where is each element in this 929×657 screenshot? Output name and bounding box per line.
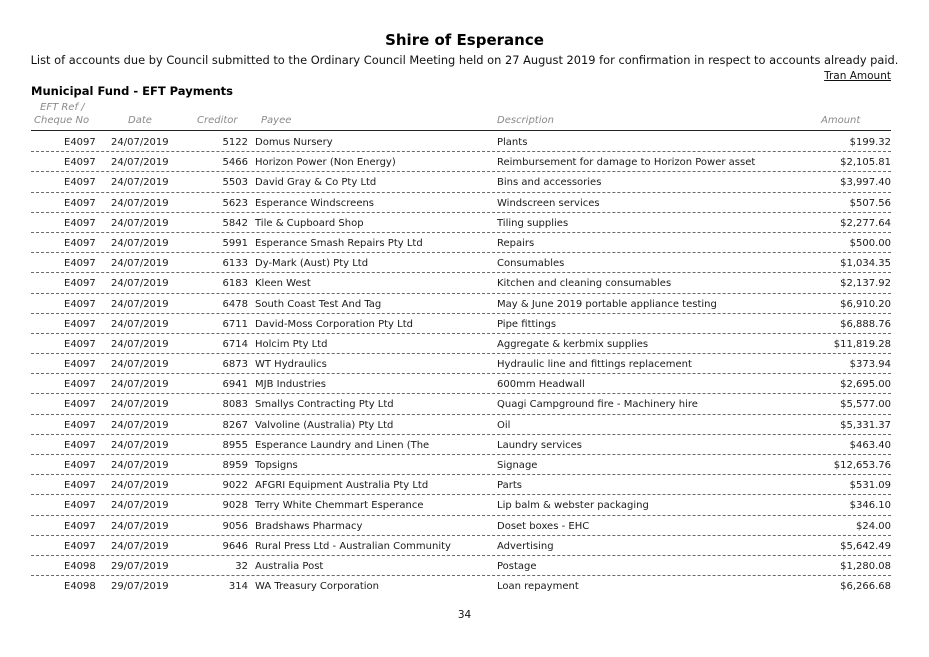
cell-amount: $5,642.49	[840, 540, 891, 552]
cell-amount: $12,653.76	[833, 460, 891, 471]
cell-amount: $2,137.92	[840, 278, 891, 290]
cell-eft-ref: E4097	[64, 460, 96, 471]
cell-creditor: 8267	[222, 419, 248, 431]
cell-eft-ref: E4097	[64, 177, 96, 189]
section-title: Municipal Fund - EFT Payments	[31, 84, 234, 98]
header-divider	[31, 130, 891, 131]
cell-creditor: 9028	[222, 500, 248, 512]
table-row	[0, 455, 929, 475]
cell-creditor: 6873	[222, 359, 248, 371]
table-row	[0, 132, 929, 152]
table-row	[0, 495, 929, 515]
tran-amount-label: Tran Amount	[824, 70, 891, 82]
table-row	[0, 294, 929, 314]
cell-eft-ref: E4097	[64, 379, 96, 391]
cell-date: 24/07/2019	[111, 399, 169, 411]
cell-payee: Domus Nursery	[255, 137, 333, 148]
cell-description: Bins and accessories	[497, 177, 602, 189]
cell-eft-ref: E4097	[64, 157, 96, 169]
header-date: Date	[128, 115, 152, 126]
cell-description: May & June 2019 portable appliance testing	[497, 298, 717, 310]
cell-amount: $1,034.35	[840, 258, 891, 270]
cell-creditor: 6133	[222, 258, 248, 270]
header-amount: Amount	[821, 115, 861, 126]
cell-description: Windscreen services	[497, 197, 600, 209]
cell-payee: Australia Post	[255, 560, 324, 572]
cell-description: 600mm Headwall	[497, 379, 585, 391]
cell-date: 24/07/2019	[111, 439, 169, 451]
cell-payee: Terry White Chemmart Esperance	[255, 500, 424, 512]
cell-amount: $463.40	[849, 439, 891, 451]
cell-amount: $11,819.28	[833, 338, 891, 350]
cell-date: 24/07/2019	[111, 157, 169, 169]
cell-creditor: 6711	[222, 318, 248, 330]
cell-eft-ref: E4097	[64, 258, 96, 270]
cell-description: Plants	[497, 137, 528, 148]
cell-eft-ref: E4097	[64, 338, 96, 350]
cell-amount: $6,888.76	[840, 318, 891, 330]
table-row	[0, 516, 929, 536]
cell-creditor: 8955	[222, 439, 248, 451]
cell-payee: Dy-Mark (Aust) Pty Ltd	[255, 258, 369, 270]
cell-payee: Holcim Pty Ltd	[255, 338, 328, 350]
cell-payee: WA Treasury Corporation	[255, 581, 379, 593]
cell-creditor: 5842	[222, 217, 248, 229]
cell-payee: AFGRI Equipment Australia Pty Ltd	[255, 480, 429, 492]
cell-date: 24/07/2019	[111, 237, 169, 249]
header-ref-line1: EFT Ref /	[40, 102, 85, 113]
cell-description: Laundry services	[497, 439, 582, 451]
cell-amount: $199.32	[849, 137, 891, 148]
cell-payee: Tile & Cupboard Shop	[255, 217, 364, 229]
cell-payee: David-Moss Corporation Pty Ltd	[255, 318, 413, 330]
cell-amount: $6,266.68	[840, 581, 891, 593]
cell-payee: Bradshaws Pharmacy	[255, 520, 363, 532]
cell-description: Oil	[497, 419, 511, 431]
cell-description: Hydraulic line and fittings replacement	[497, 359, 692, 371]
cell-description: Advertising	[497, 540, 554, 552]
header-ref-line2: Cheque No	[34, 115, 90, 126]
cell-creditor: 32	[235, 560, 248, 572]
cell-date: 24/07/2019	[111, 258, 169, 270]
cell-payee: MJB Industries	[255, 379, 326, 391]
cell-creditor: 5991	[222, 237, 248, 249]
cell-date: 24/07/2019	[111, 480, 169, 492]
cell-eft-ref: E4097	[64, 137, 96, 148]
cell-payee: Rural Press Ltd - Australian Community	[255, 540, 451, 552]
cell-creditor: 9056	[222, 520, 248, 532]
cell-creditor: 6183	[222, 278, 248, 290]
table-row	[0, 213, 929, 233]
table-row	[0, 273, 929, 293]
cell-date: 29/07/2019	[111, 560, 169, 572]
cell-creditor: 9022	[222, 480, 248, 492]
cell-date: 24/07/2019	[111, 318, 169, 330]
cell-description: Postage	[497, 560, 537, 572]
table-row	[0, 394, 929, 414]
cell-payee: David Gray & Co Pty Ltd	[255, 177, 377, 189]
cell-description: Kitchen and cleaning consumables	[497, 278, 672, 290]
header-description: Description	[497, 115, 554, 126]
cell-eft-ref: E4097	[64, 439, 96, 451]
cell-eft-ref: E4097	[64, 359, 96, 371]
cell-eft-ref: E4097	[64, 500, 96, 512]
cell-eft-ref: E4098	[64, 560, 96, 572]
cell-eft-ref: E4097	[64, 399, 96, 411]
cell-description: Reimbursement for damage to Horizon Power asset	[497, 157, 756, 169]
table-row	[0, 334, 929, 354]
table-row	[0, 253, 929, 273]
cell-creditor: 5623	[222, 197, 248, 209]
cell-creditor: 9646	[222, 540, 248, 552]
cell-date: 24/07/2019	[111, 359, 169, 371]
cell-date: 24/07/2019	[111, 520, 169, 532]
cell-description: Quagi Campground fire - Machinery hire	[497, 399, 698, 411]
cell-date: 29/07/2019	[111, 581, 169, 593]
cell-payee: WT Hydraulics	[255, 359, 327, 371]
table-row	[0, 576, 929, 596]
cell-date: 24/07/2019	[111, 298, 169, 310]
cell-amount: $24.00	[856, 520, 891, 532]
cell-amount: $5,331.37	[840, 419, 891, 431]
cell-eft-ref: E4097	[64, 298, 96, 310]
table-row	[0, 172, 929, 192]
cell-description: Repairs	[497, 237, 535, 249]
cell-date: 24/07/2019	[111, 278, 169, 290]
cell-payee: Esperance Smash Repairs Pty Ltd	[255, 237, 423, 249]
page-subtitle: List of accounts due by Council submitted to the Ordinary Council Meeting held on 27 August 2019 for confirmation in respect to accounts already paid.	[30, 53, 899, 67]
cell-amount: $2,277.64	[840, 217, 891, 229]
table-row	[0, 435, 929, 455]
cell-amount: $507.56	[849, 197, 891, 209]
cell-amount: $3,997.40	[840, 177, 891, 189]
payments-table-body	[0, 132, 929, 596]
cell-date: 24/07/2019	[111, 137, 169, 148]
table-row	[0, 193, 929, 213]
cell-description: Aggregate & kerbmix supplies	[497, 338, 649, 350]
cell-creditor: 8959	[222, 460, 248, 471]
cell-creditor: 5503	[222, 177, 248, 189]
cell-description: Signage	[497, 460, 538, 471]
cell-date: 24/07/2019	[111, 217, 169, 229]
cell-payee: Valvoline (Australia) Pty Ltd	[255, 419, 394, 431]
table-row	[0, 536, 929, 556]
cell-amount: $531.09	[849, 480, 891, 492]
cell-date: 24/07/2019	[111, 177, 169, 189]
cell-payee: Horizon Power (Non Energy)	[255, 157, 396, 169]
page-number: 34	[457, 609, 472, 621]
cell-payee: Esperance Laundry and Linen (The	[255, 439, 430, 451]
table-row	[0, 556, 929, 576]
cell-eft-ref: E4097	[64, 197, 96, 209]
table-row	[0, 233, 929, 253]
cell-eft-ref: E4097	[64, 480, 96, 492]
cell-amount: $2,105.81	[840, 157, 891, 169]
cell-description: Loan repayment	[497, 581, 579, 593]
cell-creditor: 5122	[222, 137, 248, 148]
header-payee: Payee	[261, 115, 292, 126]
cell-date: 24/07/2019	[111, 500, 169, 512]
cell-eft-ref: E4097	[64, 278, 96, 290]
cell-date: 24/07/2019	[111, 379, 169, 391]
cell-description: Consumables	[497, 258, 565, 270]
cell-date: 24/07/2019	[111, 197, 169, 209]
cell-description: Doset boxes - EHC	[497, 520, 590, 532]
cell-payee: Smallys Contracting Pty Ltd	[255, 399, 394, 411]
table-row	[0, 475, 929, 495]
cell-creditor: 8083	[222, 399, 248, 411]
cell-creditor: 314	[228, 581, 248, 593]
table-row	[0, 374, 929, 394]
cell-creditor: 6478	[222, 298, 248, 310]
table-row	[0, 314, 929, 334]
cell-payee: Kleen West	[255, 278, 311, 290]
cell-payee: Topsigns	[255, 460, 298, 471]
cell-eft-ref: E4097	[64, 217, 96, 229]
cell-date: 24/07/2019	[111, 338, 169, 350]
cell-description: Pipe fittings	[497, 318, 557, 330]
cell-amount: $346.10	[849, 500, 891, 512]
table-row	[0, 354, 929, 374]
cell-eft-ref: E4097	[64, 318, 96, 330]
cell-description: Parts	[497, 480, 522, 492]
cell-eft-ref: E4097	[64, 237, 96, 249]
cell-eft-ref: E4097	[64, 520, 96, 532]
cell-amount: $5,577.00	[840, 399, 891, 411]
table-row	[0, 152, 929, 172]
cell-amount: $500.00	[849, 237, 891, 249]
cell-description: Tiling supplies	[497, 217, 569, 229]
cell-eft-ref: E4098	[64, 581, 96, 593]
page-title: Shire of Esperance	[385, 31, 544, 49]
cell-amount: $1,280.08	[840, 560, 891, 572]
cell-creditor: 6714	[222, 338, 248, 350]
cell-amount: $2,695.00	[840, 379, 891, 391]
cell-eft-ref: E4097	[64, 540, 96, 552]
cell-amount: $6,910.20	[840, 298, 891, 310]
table-row	[0, 415, 929, 435]
cell-date: 24/07/2019	[111, 460, 169, 471]
cell-date: 24/07/2019	[111, 540, 169, 552]
cell-eft-ref: E4097	[64, 419, 96, 431]
cell-date: 24/07/2019	[111, 419, 169, 431]
cell-creditor: 6941	[222, 379, 248, 391]
cell-creditor: 5466	[222, 157, 248, 169]
cell-payee: South Coast Test And Tag	[255, 298, 382, 310]
header-creditor: Creditor	[197, 115, 238, 126]
cell-amount: $373.94	[849, 359, 891, 371]
cell-description: Lip balm & webster packaging	[497, 500, 649, 512]
cell-payee: Esperance Windscreens	[255, 197, 375, 209]
